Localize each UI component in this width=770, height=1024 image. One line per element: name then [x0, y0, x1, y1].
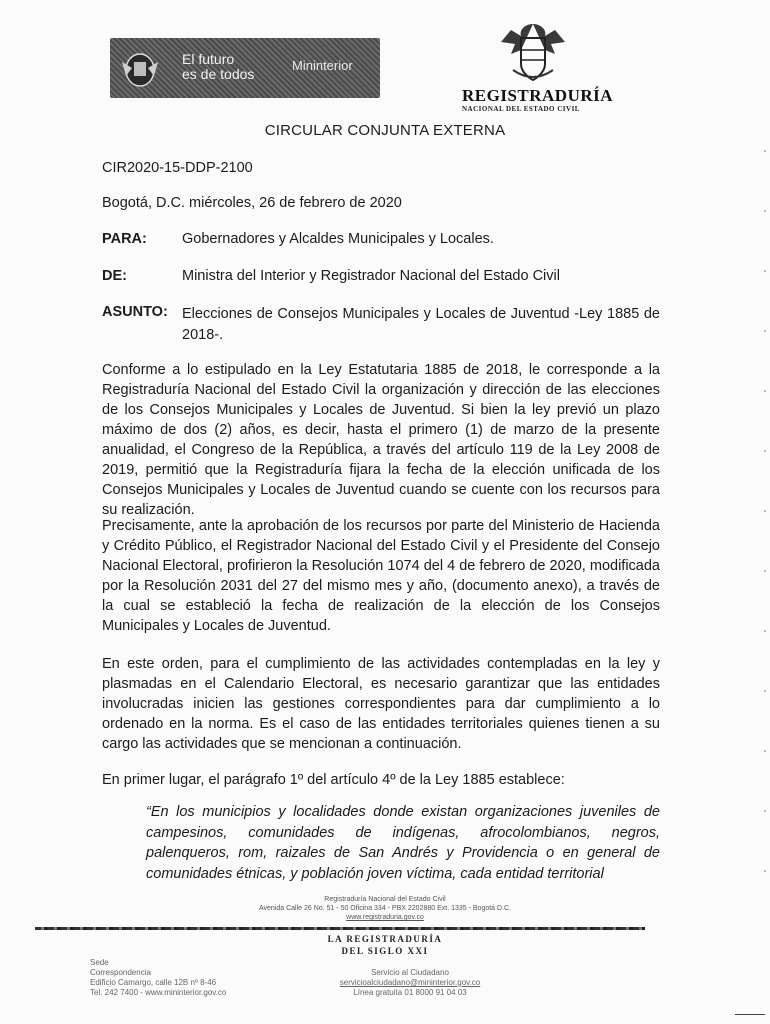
footer-brand-line-2: DEL SIGLO XXI [341, 946, 429, 956]
footer-left-1: Sede [90, 958, 109, 967]
slogan-line-1: El futuro [182, 51, 235, 67]
registry-coat-of-arms-icon [497, 20, 569, 86]
footer-divider [35, 927, 645, 930]
footer-left-contact [90, 958, 290, 998]
de-label: DE: [102, 268, 127, 284]
registry-subtitle: NACIONAL DEL ESTADO CIVIL [462, 105, 580, 113]
footer-brand [0, 933, 770, 957]
law-quote: “En los municipios y localidades donde existan organizaciones juveniles de campesinos, comunidades de indígenas, afrocolombianos, negros, palenqueros, rom, raizales de San Andrés y Providencia o en general de comunidades étnicas, y población joven víctima, cada entidad territorial [146, 804, 660, 882]
document-title: CIRCULAR CONJUNTA EXTERNA [264, 122, 506, 139]
footer-left-2: Correspondencia [90, 968, 151, 977]
paragraph-3: En este orden, para el cumplimiento de las actividades contempladas en la ley y plasmadas en el Calendario Electoral, es necesario garantizar que las entidades involucradas inicien las gestiones correspondientes para dar cumplimiento a lo ordenado en la norma. Es el caso de las entidades territoriales quienes tienen a su cargo las actividades que se mencionan a continuación. [102, 656, 660, 752]
footer-website[interactable]: www.registraduria.gov.co [346, 914, 424, 921]
footer-left-4: Tel. 242 7400 - www.mininterior.gov.co [90, 988, 227, 997]
de-value: Ministra del Interior y Registrador Nacional del Estado Civil [182, 268, 560, 284]
footer-right-1: Servicio al Ciudadano [371, 968, 449, 977]
footer-brand-line-1: LA REGISTRADURÍA [327, 934, 443, 944]
ministry-logo-text: Mininterior [292, 58, 353, 73]
footer-left-3: Edificio Camargo, calle 12B nº 8-46 [90, 978, 217, 987]
asunto-value: Elecciones de Consejos Municipales y Locales de Juventud -Ley 1885 de 2018-. [182, 306, 660, 343]
paragraph-1: Conforme a lo estipulado en la Ley Estatutaria 1885 de 2018, le corresponde a la Registraduría Nacional del Estado Civil la organización y dirección de las elecciones de los Consejos Municipales y Locales de Juventud. Si bien la ley previó un plazo máximo de dos (2) años, es decir, hasta el primero (1) de marzo de la presente anualidad, el Congreso de la República, a través del artículo 119 de la Ley 2008 de 2019, permitió que la Registraduría fijara la fecha de la elección unificada de los Consejos Municipales y Locales de Juventud cuando se cuente con los recursos para su realización. [102, 362, 660, 518]
document-date: Bogotá, D.C. miércoles, 26 de febrero de 2020 [102, 195, 402, 211]
registry-name: REGISTRADURÍA [462, 86, 614, 105]
document-reference: CIR2020-15-DDP-2100 [102, 160, 253, 176]
colombia-coat-of-arms-icon [118, 48, 162, 90]
scan-corner-mark [735, 1014, 765, 1015]
footer-email[interactable]: servicioalciudadano@mininterior.gov.co [339, 978, 481, 987]
slogan-line-2: es de todos [182, 66, 255, 82]
footer-line-1: Registraduría Nacional del Estado Civil [324, 896, 446, 903]
paragraph-4: En primer lugar, el parágrafo 1º del artículo 4º de la Ley 1885 establece: [102, 772, 565, 788]
footer-right-contact [300, 968, 520, 998]
para-label: PARA: [102, 231, 147, 247]
scan-edge-marks [764, 150, 766, 890]
government-slogan [182, 52, 254, 82]
para-value: Gobernadores y Alcaldes Municipales y Locales. [182, 231, 494, 247]
footer-right-3: Línea gratuita 01 8000 91 04 03 [353, 988, 467, 997]
asunto-label: ASUNTO: [102, 304, 168, 320]
paragraph-2: Precisamente, ante la aprobación de los recursos por parte del Ministerio de Hacienda y Crédito Público, el Registrador Nacional del Estado Civil y el Presidente del Consejo Nacional Electoral, profirieron la Resolución 1074 del 4 de febrero de 2020, modificada por la Resolución 2031 del 27 del mismo mes y año, (documento anexo), a través de la cual se estableció la fecha de realización de la elección de los Consejos Municipales y Locales de Juventud. [102, 518, 660, 634]
footer-line-2: Avenida Calle 26 No. 51 - 50 Oficina 334 - PBX 2202880 Ext. 1335 - Bogotá D.C. [258, 905, 512, 912]
